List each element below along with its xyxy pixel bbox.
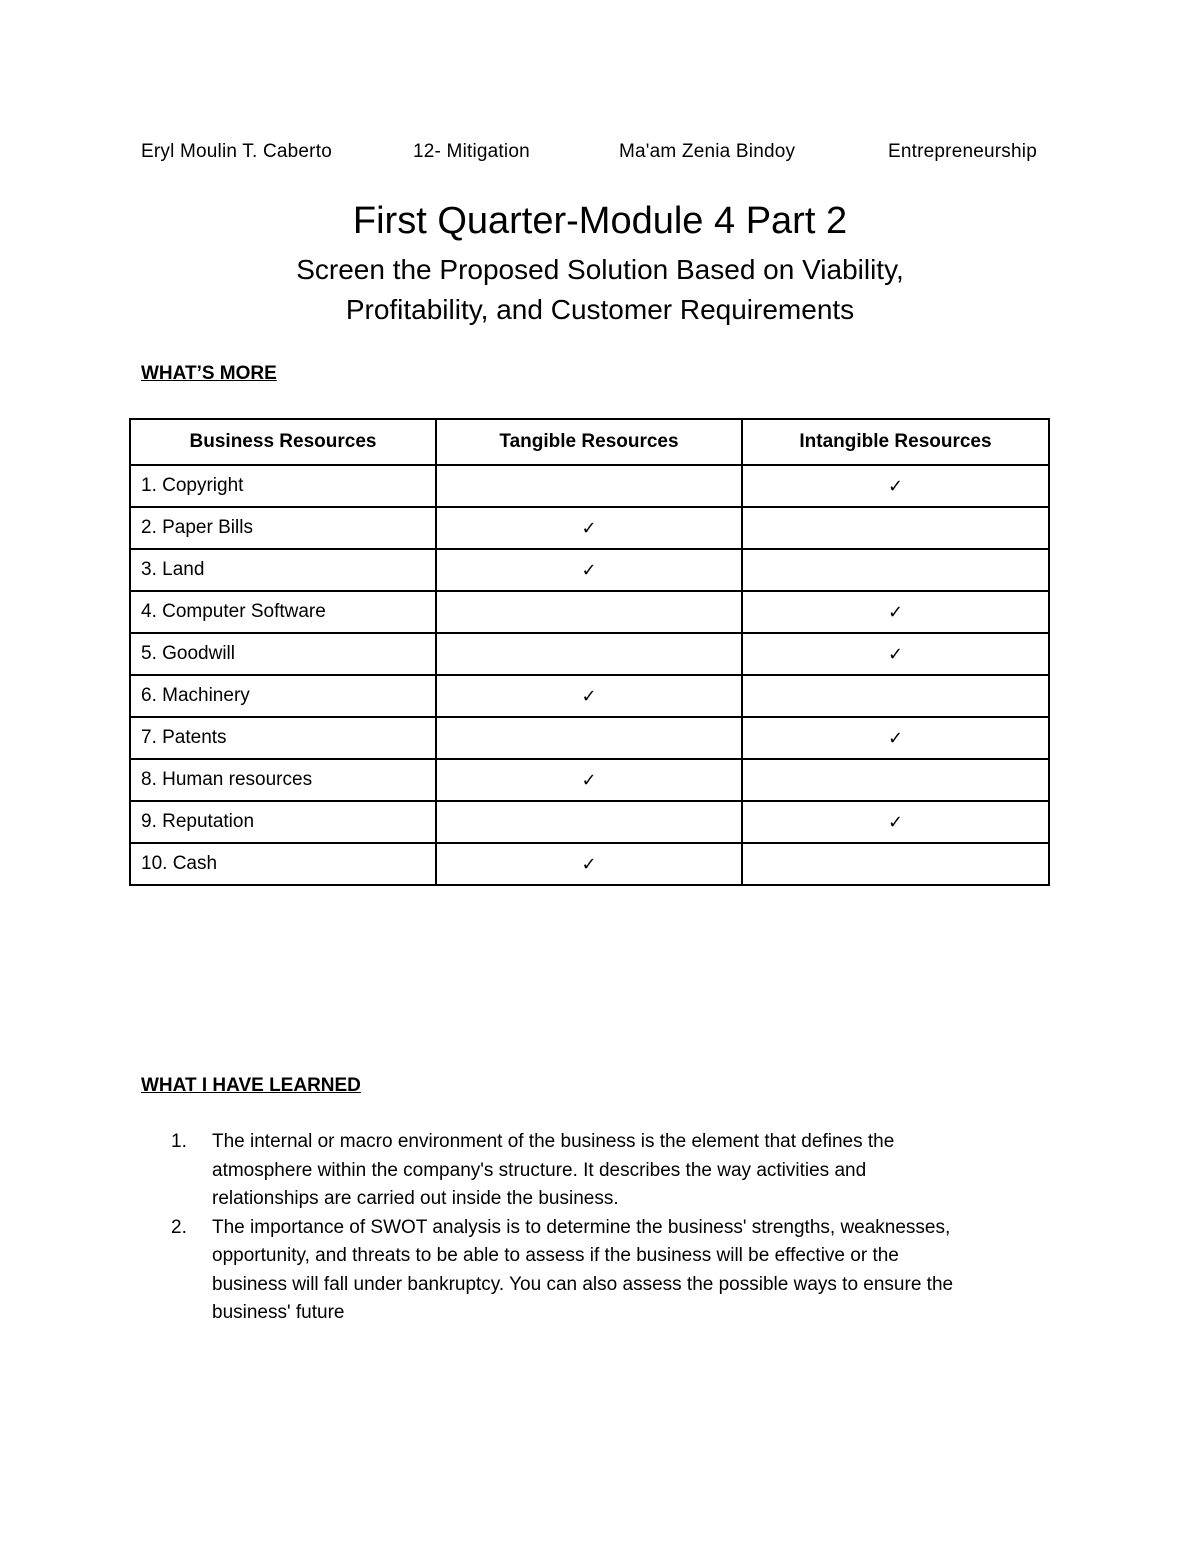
column-header-intangible: Intangible Resources (742, 419, 1049, 465)
student-name: Eryl Moulin T. Caberto (141, 141, 332, 162)
intangible-check: ✓ (742, 465, 1049, 507)
column-header-business: Business Resources (130, 419, 436, 465)
teacher-name: Ma'am Zenia Bindoy (619, 141, 796, 162)
table-row (130, 843, 1049, 885)
intangible-check: ✓ (742, 717, 1049, 759)
list-item-number: 1. (171, 1131, 187, 1152)
table-row (130, 591, 1049, 633)
list-item-line: The internal or macro environment of the business is the element that defines the (212, 1131, 895, 1152)
intangible-check: ✓ (742, 591, 1049, 633)
resource-name: 2. Paper Bills (130, 507, 436, 549)
table-row (130, 675, 1049, 717)
list-item-line: atmosphere within the company's structure. It describes the way activities and (212, 1159, 867, 1181)
list-item-line: opportunity, and threats to be able to assess if the business will be effective or the (212, 1245, 899, 1266)
resource-name: 5. Goodwill (130, 633, 436, 675)
resource-name: 9. Reputation (130, 801, 436, 843)
what-i-have-learned-heading: WHAT I HAVE LEARNED (141, 1075, 361, 1096)
resource-name: 1. Copyright (130, 465, 436, 507)
list-item-line: relationships are carried out inside the business. (212, 1188, 619, 1209)
intangible-check (742, 759, 1049, 801)
list-item (171, 1128, 1061, 1214)
table-row (130, 465, 1049, 507)
tangible-check (436, 717, 742, 759)
intangible-check (742, 549, 1049, 591)
intangible-check: ✓ (742, 801, 1049, 843)
tangible-check: ✓ (436, 549, 742, 591)
learned-list (171, 1128, 1061, 1328)
subtitle-line-1: Screen the Proposed Solution Based on Viability, (296, 254, 904, 285)
resource-name: 8. Human resources (130, 759, 436, 801)
tangible-check: ✓ (436, 843, 742, 885)
subtitle-line-2: Profitability, and Customer Requirements (345, 294, 855, 325)
resource-name: 4. Computer Software (130, 591, 436, 633)
table-row (130, 717, 1049, 759)
tangible-check: ✓ (436, 759, 742, 801)
resource-name: 6. Machinery (130, 675, 436, 717)
list-item-line: business will fall under bankruptcy. You can also assess the possible ways to ensure the (212, 1273, 954, 1295)
intangible-check (742, 507, 1049, 549)
table-header-row (130, 419, 1049, 465)
resource-name: 10. Cash (130, 843, 436, 885)
column-header-tangible: Tangible Resources (436, 419, 742, 465)
list-item-line: business' future (212, 1302, 345, 1323)
tangible-check (436, 801, 742, 843)
table-row (130, 801, 1049, 843)
intangible-check (742, 843, 1049, 885)
resource-name: 3. Land (130, 549, 436, 591)
tangible-check (436, 465, 742, 507)
table-row (130, 549, 1049, 591)
resource-name: 7. Patents (130, 717, 436, 759)
header-row (141, 141, 1061, 167)
tangible-check (436, 633, 742, 675)
subject-name: Entrepreneurship (888, 141, 1037, 162)
intangible-check: ✓ (742, 633, 1049, 675)
intangible-check (742, 675, 1049, 717)
tangible-check: ✓ (436, 675, 742, 717)
tangible-check (436, 591, 742, 633)
table-row (130, 633, 1049, 675)
list-item-line: The importance of SWOT analysis is to determine the business' strengths, weaknesses, (212, 1216, 951, 1238)
resources-table (129, 418, 1050, 886)
list-item (171, 1214, 1061, 1328)
page-title: First Quarter-Module 4 Part 2 (352, 200, 848, 242)
section-name: 12- Mitigation (413, 141, 530, 162)
tangible-check: ✓ (436, 507, 742, 549)
whats-more-heading: WHAT’S MORE (141, 363, 277, 384)
list-item-number: 2. (171, 1216, 187, 1238)
table-row (130, 507, 1049, 549)
table-row (130, 759, 1049, 801)
